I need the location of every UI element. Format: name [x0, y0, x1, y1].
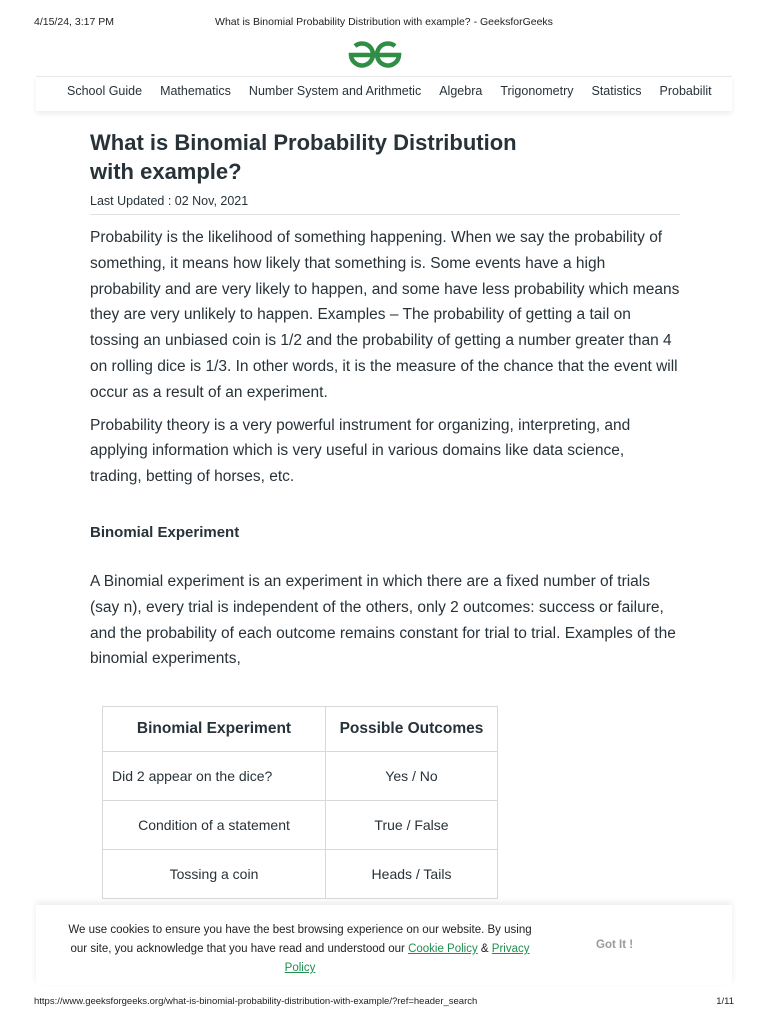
print-page-number: 1/11 [716, 996, 734, 1007]
nav-probability[interactable]: Probabilit [659, 84, 712, 98]
table-header-row [103, 707, 498, 752]
top-nav [36, 76, 732, 111]
paragraph-theory: Probability theory is a very powerful instrument for organizing, interpreting, and applying information which is very useful in various domains like data science, trading, betting of horses, etc. [90, 416, 631, 486]
table-row [103, 850, 498, 899]
gfg-logo-icon[interactable] [347, 40, 403, 70]
print-url: https://www.geeksforgeeks.org/what-is-binomial-probability-distribution-with-example/?ref=header_search [34, 996, 478, 1007]
privacy-policy-link[interactable]: Privacy Policy [284, 943, 530, 974]
got-it-button[interactable]: Got It ! [596, 939, 634, 951]
table-cell: Condition of a statement [103, 801, 326, 850]
print-header [34, 16, 734, 30]
cookie-consent-bar [36, 905, 732, 985]
section-heading-binomial-experiment: Binomial Experiment [90, 523, 240, 541]
table-header-outcomes: Possible Outcomes [326, 707, 498, 752]
cookie-policy-link[interactable]: Cookie Policy [408, 943, 478, 955]
nav-algebra[interactable]: Algebra [439, 84, 483, 98]
cookie-message-text: We use cookies to ensure you have the best browsing experience on our website. By using our site, you acknowledge that you have read and understood our [68, 924, 532, 955]
table-cell: Did 2 appear on the dice? [103, 752, 326, 801]
table-header-experiment: Binomial Experiment [103, 707, 326, 752]
nav-number-system[interactable]: Number System and Arithmetic [248, 84, 422, 98]
binomial-examples-table [102, 706, 498, 899]
article-title: What is Binomial Probability Distribution with example? [90, 130, 517, 184]
last-updated: Last Updated : 02 Nov, 2021 [90, 194, 249, 208]
print-footer [34, 996, 734, 1010]
table-row [103, 801, 498, 850]
cookie-message [60, 921, 540, 978]
paragraph-binomial-definition: A Binomial experiment is an experiment in which there are a fixed number of trials (say n), every trial is independent of the others, only 2 outcomes: success or failure, and the probability of each outcome remains constant for trial to trial. Examples of the binomial experiments, [90, 572, 676, 668]
nav-trigonometry[interactable]: Trigonometry [500, 84, 574, 98]
paragraph-intro: Probability is the likelihood of something happening. When we say the probability of something, it means how likely that something is. Some events have a high probability and are very likely to happen, and some have less probability which means they are very unlikely to happen. Examples – The probability of getting a tail on tossing an unbiased coin is 1/2 and the probability of getting a number greater than 4 on rolling dice is 1/3. In other words, it is the measure of the chance that the event will occur as a result of an experiment. [90, 229, 680, 401]
divider [90, 214, 680, 215]
table-cell: True / False [326, 801, 498, 850]
nav-statistics[interactable]: Statistics [591, 84, 642, 98]
print-page-title: What is Binomial Probability Distribution with example? - GeeksforGeeks [215, 16, 553, 28]
article [90, 128, 680, 672]
print-datetime: 4/15/24, 3:17 PM [34, 16, 114, 28]
table-cell: Tossing a coin [103, 850, 326, 899]
table-cell: Yes / No [326, 752, 498, 801]
nav-school-guide[interactable]: School Guide [67, 84, 143, 98]
table-cell: Heads / Tails [326, 850, 498, 899]
cookie-amp: & [477, 943, 492, 955]
nav-mathematics[interactable]: Mathematics [160, 84, 231, 98]
table-row [103, 752, 498, 801]
